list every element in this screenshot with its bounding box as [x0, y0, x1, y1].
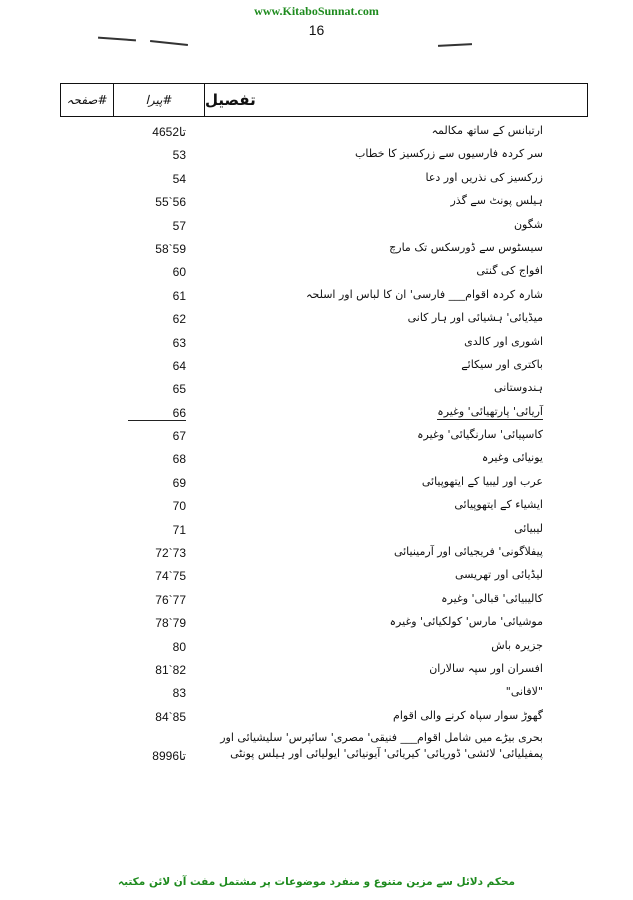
entry-title: میڈیائی' ہشیائی اور ہار کانی — [407, 311, 543, 325]
paragraph-number: 69 — [172, 475, 186, 490]
column-header-detail: تفصیل — [205, 91, 256, 109]
toc-row — [0, 706, 633, 729]
column-header-paragraph: پیرا# — [114, 84, 205, 116]
entry-title-line-2: پمفیلیائی' لائشی' ڈوریائی' کیریائی' آیونیائی' ایولیائی اور ہیلس پونٹی — [230, 747, 543, 761]
scan-mark-center — [150, 40, 188, 46]
paragraph-number: 70 — [172, 499, 186, 514]
paragraph-number: 54 — [172, 171, 186, 186]
entry-title: "لافانی" — [505, 685, 543, 699]
paragraph-number: 78`79 — [155, 616, 186, 631]
toc-row — [0, 519, 633, 542]
toc-row — [0, 144, 633, 167]
toc-row — [0, 332, 633, 355]
entry-title: کاسپیائی' سارنگیائی' وغیرہ — [417, 428, 543, 442]
entry-title: ہیلس پونٹ سے گذر — [450, 194, 543, 208]
entry-title: سیسٹوس سے ڈورسکس تک مارچ — [389, 240, 543, 254]
toc-row — [0, 215, 633, 238]
entry-title: اشوری اور کالدی — [464, 334, 543, 348]
toc-list — [0, 121, 633, 767]
column-header-page: صفحہ# — [61, 84, 114, 116]
entry-title: لیڈیائی اور تھریسی — [454, 568, 543, 582]
toc-row — [0, 355, 633, 378]
paragraph-number: 68 — [172, 452, 186, 467]
toc-row — [0, 495, 633, 518]
toc-row — [0, 191, 633, 214]
paragraph-number: 83 — [172, 686, 186, 701]
toc-row — [0, 402, 633, 425]
paragraph-number: 81`82 — [155, 662, 186, 677]
toc-row — [0, 682, 633, 705]
paragraph-number: 71 — [172, 522, 186, 537]
toc-row — [0, 612, 633, 635]
entry-title: سر کردہ فارسیوں سے زرکسیز کا خطاب — [355, 147, 543, 161]
paragraph-number: 46تا52 — [152, 125, 186, 139]
paragraph-number: 67 — [172, 429, 186, 444]
entry-title: زرکسیز کی نذریں اور دعا — [425, 170, 543, 184]
entry-title: شارہ کردہ اقوام___ فارسی' ان کا لباس اور اسلحہ — [306, 287, 543, 301]
entry-title: موشیائی' مارس' کولکیائی' وغیرہ — [389, 615, 543, 629]
toc-row — [0, 565, 633, 588]
entry-title: ارتبانس کے ساتھ مکالمہ — [431, 124, 543, 137]
paragraph-number: 61 — [172, 288, 186, 303]
entry-title: گھوڑ سوار سپاہ کرنے والی اقوام — [393, 708, 543, 722]
entry-title: عرب اور لیبیا کے ایتھوپیائی — [421, 474, 543, 488]
toc-row — [0, 472, 633, 495]
entry-title: افسران اور سپہ سالاران — [429, 661, 543, 675]
toc-row — [0, 729, 633, 767]
paragraph-number: 55`56 — [155, 195, 186, 210]
toc-row — [0, 589, 633, 612]
paragraph-number: 72`73 — [155, 546, 186, 561]
paragraph-number: 74`75 — [155, 569, 186, 584]
paragraph-number: 58`59 — [155, 241, 186, 256]
toc-row — [0, 659, 633, 682]
scan-mark-right — [438, 43, 472, 47]
entry-title: جزیرہ باش — [491, 638, 543, 652]
toc-row — [0, 121, 633, 144]
paragraph-number: 76`77 — [155, 592, 186, 607]
toc-row — [0, 542, 633, 565]
paragraph-number: 65 — [172, 382, 186, 397]
entry-title: باکتری اور سیکائے — [461, 357, 543, 371]
paragraph-number: 89تا96 — [152, 749, 186, 764]
entry-title: یونیائی وغیرہ — [481, 451, 543, 465]
paragraph-number: 57 — [172, 218, 186, 233]
toc-row — [0, 636, 633, 659]
entry-title: کالیبیائی' قبالی' وغیرہ — [441, 591, 543, 605]
paragraph-number: 66 — [128, 406, 186, 421]
toc-row — [0, 261, 633, 284]
paragraph-number: 80 — [172, 639, 186, 654]
entry-title — [220, 730, 543, 762]
site-url[interactable]: www.KitaboSunnat.com — [254, 4, 379, 18]
entry-title: ہندوستانی — [494, 381, 543, 395]
toc-header-table — [60, 83, 588, 117]
entry-title: افواج کی گنتی — [476, 264, 543, 278]
paragraph-number: 64 — [172, 358, 186, 373]
page-number: 16 — [308, 22, 325, 38]
paragraph-number: 84`85 — [155, 709, 186, 724]
entry-title: ایشیاء کے ایتھوپیائی — [454, 498, 543, 512]
entry-title-line-1: بحری بیڑے میں شامل اقوام___ فنیقی' مصری' سائپرس' سلیشیائی اور — [220, 731, 543, 745]
toc-row — [0, 425, 633, 448]
toc-row — [0, 448, 633, 471]
entry-title: شگون — [513, 217, 543, 231]
toc-row — [0, 168, 633, 191]
toc-row — [0, 378, 633, 401]
footer-tagline: محکم دلائل سے مزین متنوع و منفرد موضوعات پر مشتمل مفت آن لائن مکتبہ — [117, 876, 516, 888]
paragraph-number: 53 — [172, 148, 186, 163]
toc-row — [0, 238, 633, 261]
toc-row — [0, 308, 633, 331]
entry-title: پیفلاگونی' فریجیائی اور آرمینیائی — [393, 545, 543, 559]
entry-title: لیبیائی — [514, 521, 543, 535]
paragraph-number: 60 — [172, 265, 186, 280]
toc-row — [0, 285, 633, 308]
paragraph-number: 62 — [172, 312, 186, 327]
entry-title: آریائی' پارتھیائی' وغیرہ — [437, 404, 543, 418]
paragraph-number: 63 — [172, 335, 186, 350]
